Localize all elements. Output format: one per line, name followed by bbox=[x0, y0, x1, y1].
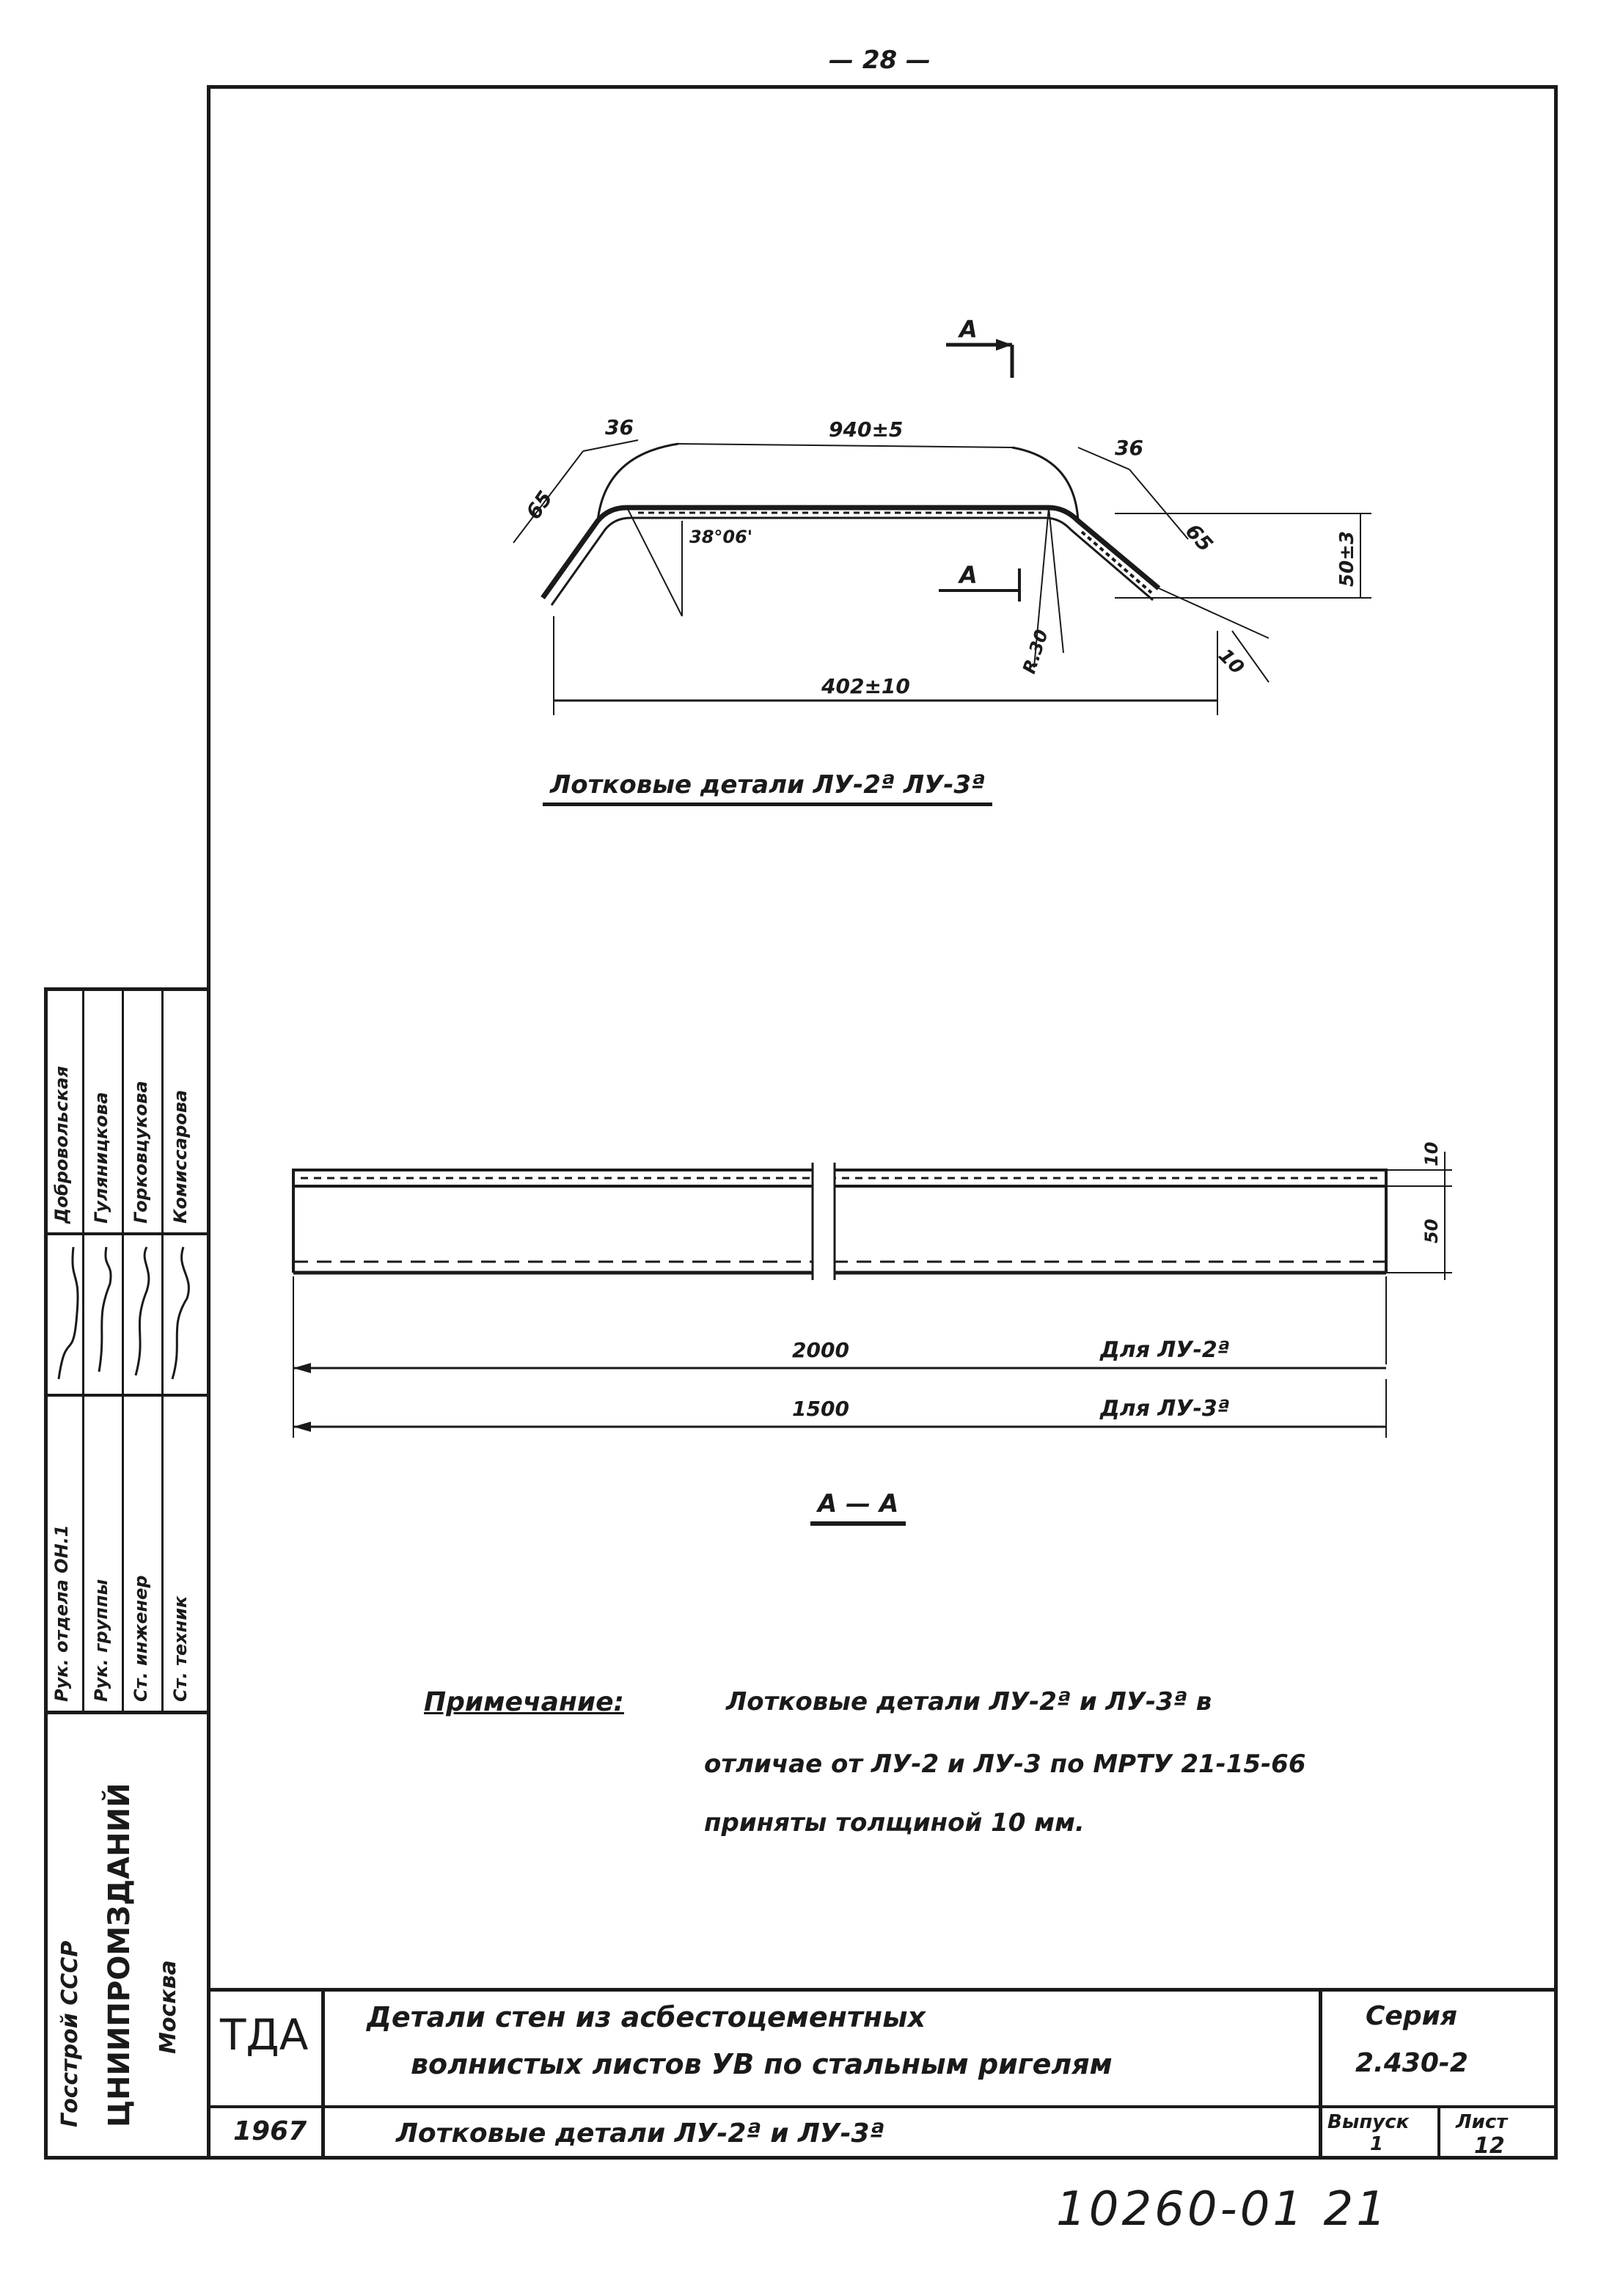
page-number: — 28 — bbox=[829, 45, 931, 75]
tb-title-line-1: Детали стен из асбестоцементных bbox=[367, 2001, 926, 2033]
section-aa-drawing bbox=[279, 1130, 1481, 1452]
tb-code: ТДА bbox=[220, 2010, 309, 2060]
dim-bend-left: 36 bbox=[605, 415, 634, 439]
dim-slope-left: 65 bbox=[521, 486, 558, 524]
side-role-4: Ст. техник bbox=[170, 1595, 191, 1702]
tb-title-line-2: волнистых листов УВ по стальным ригелям bbox=[411, 2048, 1113, 2080]
height-label: 50±3 bbox=[1336, 530, 1358, 587]
profile-caption: Лотковые детали ЛУ-2ª ЛУ-3ª bbox=[543, 770, 992, 806]
section-dim-height: 50 bbox=[1421, 1218, 1442, 1243]
tb-sheet-label: Лист bbox=[1456, 2111, 1508, 2133]
note-line-2: отличае от ЛУ-2 и ЛУ-3 по МРТУ 21-15-66 bbox=[704, 1750, 1306, 1779]
side-name-4: Комиссарова bbox=[170, 1089, 191, 1224]
length-2-value: 1500 bbox=[792, 1397, 849, 1421]
tb-series-label: Серия bbox=[1366, 2001, 1457, 2031]
length-1-value: 2000 bbox=[792, 1338, 849, 1362]
side-role-1: Рук. отдела ОН.1 bbox=[51, 1524, 72, 1702]
length-2-label: Для ЛУ-3ª bbox=[1100, 1396, 1230, 1422]
length-1-label: Для ЛУ-2ª bbox=[1100, 1337, 1230, 1363]
note-line-3: приняты толщиной 10 мм. bbox=[704, 1808, 1085, 1838]
section-marker-inner: А bbox=[959, 561, 978, 589]
side-name-1: Добровольская bbox=[51, 1066, 72, 1224]
thickness-label: 10 bbox=[1214, 644, 1248, 679]
radius-label: R.30 bbox=[1019, 626, 1052, 676]
tb-subtitle: Лотковые детали ЛУ-2ª и ЛУ-3ª bbox=[396, 2118, 884, 2149]
archive-number: 10260-01 21 bbox=[1056, 2182, 1389, 2237]
side-org-2: ЦНИИПРОМЗДАНИЙ bbox=[103, 1783, 136, 2127]
trough-profile-drawing bbox=[469, 308, 1393, 719]
dim-top-straight: 940±5 bbox=[829, 417, 904, 442]
side-role-2: Рук. группы bbox=[91, 1579, 111, 1702]
section-marker-top: А bbox=[959, 315, 978, 343]
angle-label: 38°06' bbox=[689, 527, 753, 547]
tb-series-value: 2.430-2 bbox=[1355, 2048, 1468, 2078]
side-role-3: Ст. инженер bbox=[131, 1575, 151, 1702]
tb-issue-value: 1 bbox=[1370, 2133, 1384, 2155]
side-org-3: Москва bbox=[155, 1960, 181, 2054]
section-dim-thickness: 10 bbox=[1421, 1141, 1442, 1166]
section-caption: А — А bbox=[810, 1489, 906, 1526]
side-name-3: Горковцукова bbox=[131, 1081, 151, 1224]
overall-width-label: 402±10 bbox=[821, 674, 910, 698]
tb-sheet-value: 12 bbox=[1474, 2133, 1505, 2159]
tb-issue-label: Выпуск bbox=[1327, 2111, 1410, 2133]
note-line-1: Лотковые детали ЛУ-2ª и ЛУ-3ª в bbox=[726, 1687, 1212, 1716]
dim-slope-right: 65 bbox=[1180, 519, 1218, 557]
dim-bend-right: 36 bbox=[1115, 436, 1143, 460]
side-org-1: Госстрой СССР bbox=[57, 1940, 83, 2127]
signatures bbox=[44, 1240, 207, 1386]
tb-year: 1967 bbox=[233, 2116, 307, 2146]
note-title: Примечание: bbox=[424, 1687, 624, 1717]
side-name-2: Гуляницкова bbox=[91, 1092, 111, 1224]
